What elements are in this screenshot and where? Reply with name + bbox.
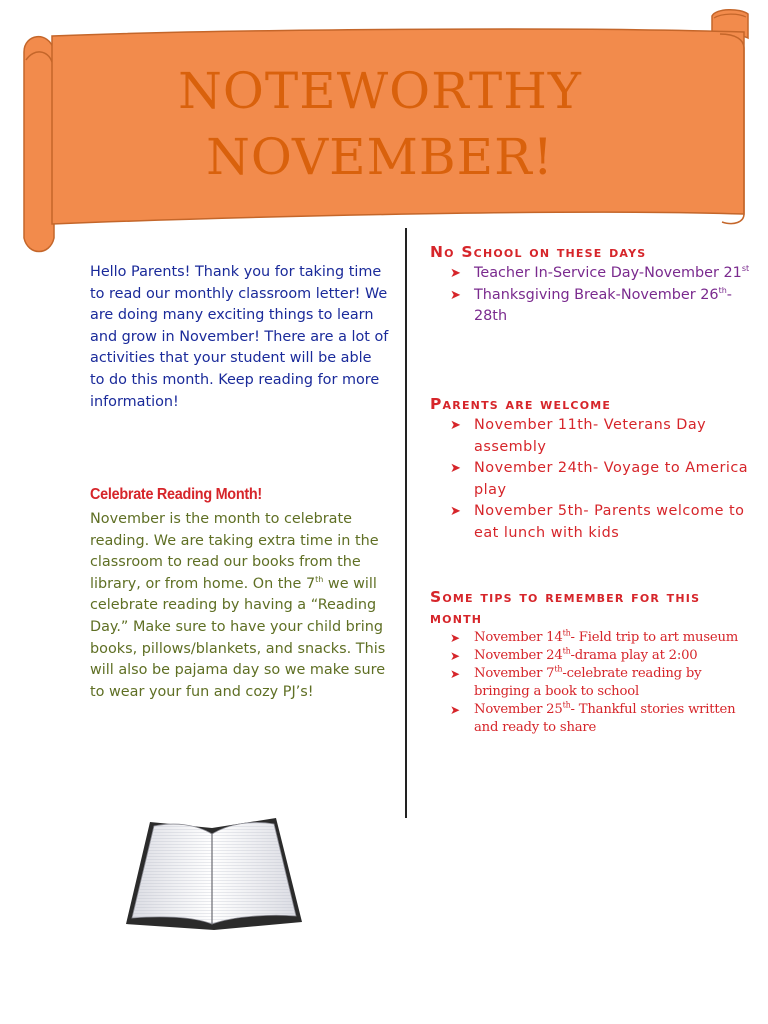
list-item: ➤ Thanksgiving Break-November 26th-28th <box>450 285 732 325</box>
list-item: ➤ November 24th-drama play at 2:00 <box>450 646 698 663</box>
tips-heading: Some tips to remember for this month <box>430 588 701 627</box>
open-book-icon <box>120 812 305 932</box>
list-item: ➤ November 25th- Thankful stories written and ready to share <box>450 700 736 735</box>
list-item: ➤ November 11th- Veterans Day assembly <box>450 417 707 455</box>
celebrate-body: November is the month to celebrate reading. We are taking extra time in the classroom to read our books from the library, or from home. On the 7th we will celebrate reading by having a “Reading Day.” Make sure to have your child bring books, pillows/blankets, and snacks. This will also be pajama day so we make sure to wear your fun and cozy PJ’s! <box>90 511 386 700</box>
parents-section <box>430 394 750 545</box>
arrow-bullet-icon: ➤ <box>450 649 460 663</box>
arrow-bullet-icon: ➤ <box>450 418 462 433</box>
column-divider <box>405 228 407 818</box>
arrow-bullet-icon: ➤ <box>450 703 460 717</box>
arrow-bullet-icon: ➤ <box>450 667 460 681</box>
celebrate-heading: Celebrate Reading Month! <box>90 486 262 503</box>
list-item: ➤ Teacher In-Service Day-November 21st <box>430 263 750 285</box>
list-item: ➤ November 24th- Voyage to America play <box>450 460 749 498</box>
no-school-heading: No School on these days <box>430 243 647 261</box>
arrow-bullet-icon: ➤ <box>450 266 461 281</box>
arrow-bullet-icon: ➤ <box>450 287 461 303</box>
arrow-bullet-icon: ➤ <box>450 461 462 477</box>
no-school-list <box>430 263 750 328</box>
title-line-1: NOTEWORTHY <box>178 62 582 120</box>
parents-heading: Parents are welcome <box>430 395 612 413</box>
arrow-bullet-icon: ➤ <box>450 504 462 520</box>
tips-list <box>430 629 750 737</box>
page-title <box>60 58 700 190</box>
list-item: ➤ November 14th- Field trip to art museum <box>450 628 739 645</box>
intro-paragraph: Hello Parents! Thank you for taking time to read our monthly classroom letter! We are doing many exciting things to learn and grow in November! There are a lot of activities that your student will be able to do this month. Keep reading for more information! <box>90 264 389 410</box>
tips-section <box>430 587 750 737</box>
arrow-bullet-icon: ➤ <box>450 631 460 645</box>
parents-list <box>430 415 750 545</box>
no-school-section <box>430 242 750 328</box>
title-line-2: NOVEMBER! <box>206 128 554 186</box>
list-item: ➤ November 7th-celebrate reading by bringing a book to school <box>450 664 702 699</box>
list-item: ➤ November 5th- Parents welcome to eat lunch with kids <box>450 503 745 541</box>
